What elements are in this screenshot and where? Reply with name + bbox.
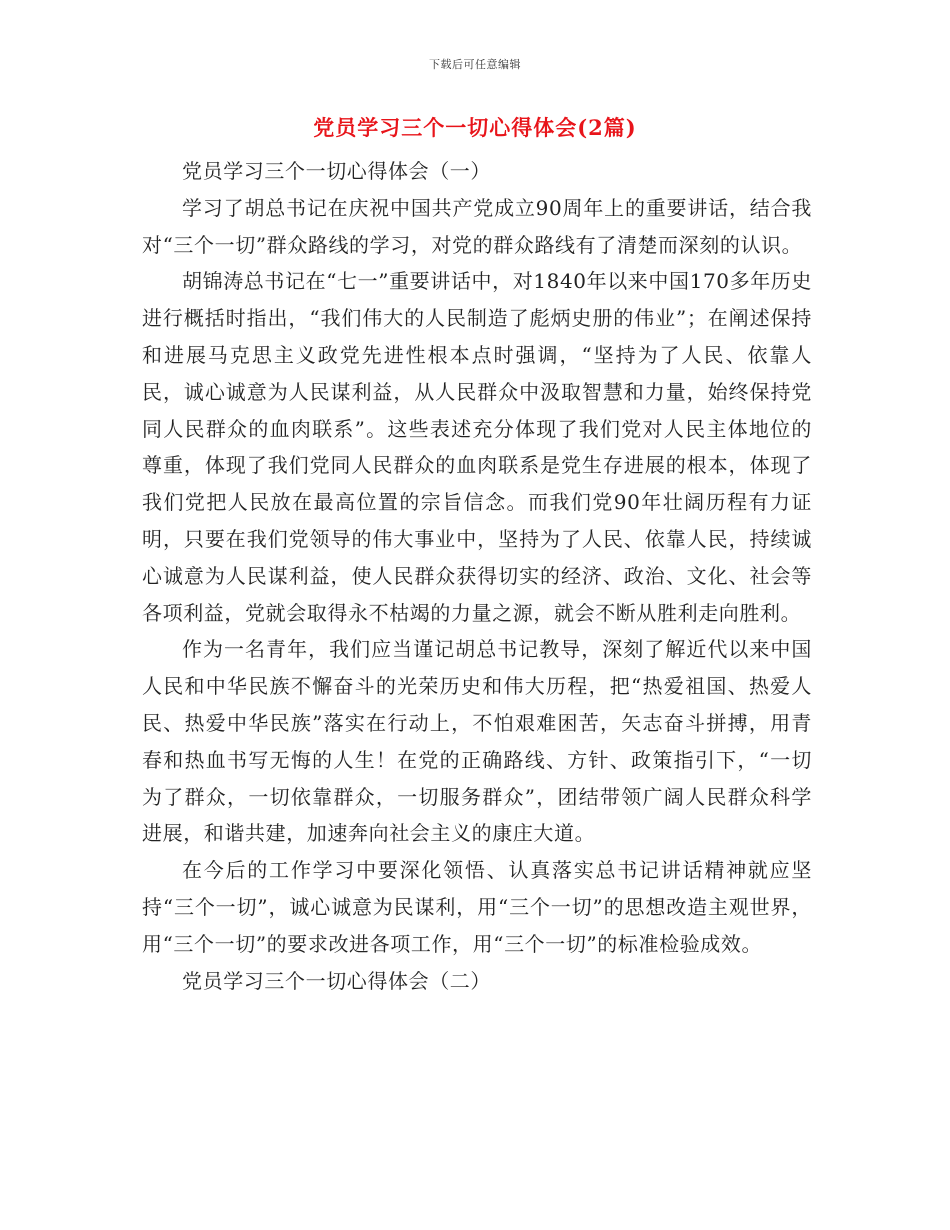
body-paragraph: 学习了胡总书记在庆祝中国共产党成立90周年上的重要讲话，结合我对“三个一切”群众路线的学习，对党的群众路线有了清楚而深刻的认识。: [142, 195, 812, 257]
body-paragraph: 在今后的工作学习中要深化领悟、认真落实总书记讲话精神就应坚持“三个一切”，诚心诚意为民谋利，用“三个一切”的思想改造主观世界，用“三个一切”的要求改进各项工作，用“三个一切”的标准检验成效。: [142, 858, 812, 956]
document-body: [142, 153, 812, 999]
body-paragraph: 胡锦涛总书记在“七一”重要讲话中，对1840年以来中国170多年历史进行概括时指出，“我们伟大的人民制造了彪炳史册的伟业”；在阐述保持和进展马克思主义政党先进性根本点时强调，“坚持为了人民、依靠人民，诚心诚意为人民谋利益，从人民群众中汲取智慧和力量，始终保持党同人民群众的血肉联系”。这些表述充分体现了我们党对人民主体地位的尊重，体现了我们党同人民群众的血肉联系是党生存进展的根本，体现了我们党把人民放在最高位置的宗旨信念。而我们党90年壮阔历程有力证明，只要在我们党领导的伟大事业中，坚持为了人民、依靠人民，持续诚心诚意为人民谋利益，使人民群众获得切实的经济、政治、文化、社会等各项利益，党就会取得永不枯竭的力量之源，就会不断从胜利走向胜利。: [142, 269, 812, 625]
header-note: 下载后可任意编辑: [429, 58, 521, 71]
document-title: 党员学习三个一切心得体会(2篇): [313, 115, 637, 140]
body-paragraph: 作为一名青年，我们应当谨记胡总书记教导，深刻了解近代以来中国人民和中华民族不懈奋斗的光荣历史和伟大历程，把“热爱祖国、热爱人民、热爱中华民族”落实在行动上，不怕艰难困苦，矢志奋斗拼搏，用青春和热血书写无悔的人生！在党的正确路线、方针、政策指引下，“一切为了群众，一切依靠群众，一切服务群众”，团结带领广阔人民群众科学进展，和谐共建，加速奔向社会主义的康庄大道。: [142, 637, 812, 846]
section-heading-1: 党员学习三个一切心得体会（一）: [182, 159, 491, 183]
section-heading-2: 党员学习三个一切心得体会（二）: [182, 968, 491, 993]
